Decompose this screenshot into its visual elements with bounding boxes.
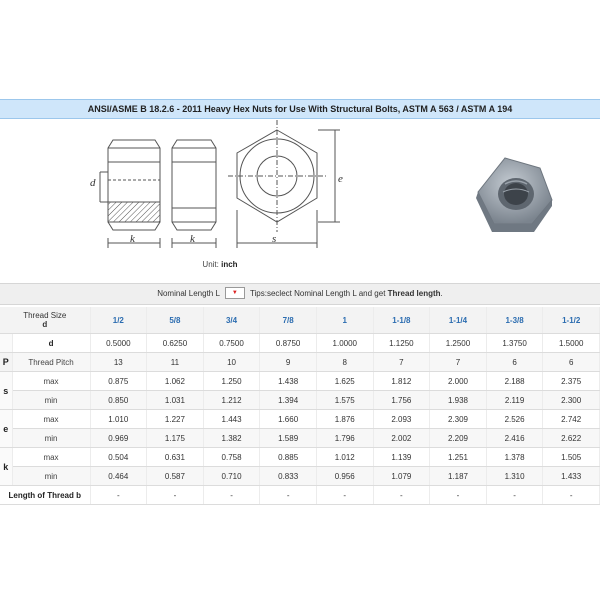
page-title: ANSI/ASME B 18.2.6 - 2011 Heavy Hex Nuts for Use With Structural Bolts, ASTM A 563 / ASTM A 194 [0, 99, 600, 119]
table-cell: 10 [203, 353, 260, 372]
size-header: 1 [316, 307, 373, 334]
tip-text: Tips:seclect Nominal Length L and get [249, 289, 386, 298]
table-cell: 0.875 [90, 372, 147, 391]
table-cell: - [147, 486, 204, 505]
table-cell: 1.433 [543, 467, 600, 486]
table-cell: 2.526 [486, 410, 543, 429]
table-cell: 1.438 [260, 372, 317, 391]
table-cell: 0.464 [90, 467, 147, 486]
row-symbol: s [0, 372, 12, 410]
size-header: 1-1/8 [373, 307, 430, 334]
table-cell: 2.309 [430, 410, 487, 429]
row-symbol [0, 334, 12, 353]
table-cell: 2.188 [486, 372, 543, 391]
dim-label-k-side: k [190, 233, 195, 245]
table-cell: 2.300 [543, 391, 600, 410]
table-cell: 1.0000 [316, 334, 373, 353]
size-header: 1-1/4 [430, 307, 487, 334]
table-row [0, 334, 600, 353]
table-cell: 0.5000 [90, 334, 147, 353]
table-cell: 7 [373, 353, 430, 372]
table-cell: 0.956 [316, 467, 373, 486]
row-symbol: e [0, 410, 12, 448]
nominal-length-label: Nominal Length L [157, 289, 220, 298]
table-row [0, 448, 600, 467]
table-cell: 11 [147, 353, 204, 372]
table-cell: 0.504 [90, 448, 147, 467]
table-cell: - [260, 486, 317, 505]
table-cell: 2.002 [373, 429, 430, 448]
table-row-thread-length [0, 486, 600, 505]
table-cell: 0.850 [90, 391, 147, 410]
table-cell: 1.938 [430, 391, 487, 410]
header-sublabel: d [42, 320, 48, 329]
table-row [0, 467, 600, 486]
dim-label-d: d [90, 177, 96, 189]
table-cell: 0.7500 [203, 334, 260, 353]
row-label: min [12, 467, 90, 486]
row-label: max [12, 372, 90, 391]
table-cell: 1.010 [90, 410, 147, 429]
table-cell: 1.227 [147, 410, 204, 429]
table-cell: 2.119 [486, 391, 543, 410]
table-cell: 1.812 [373, 372, 430, 391]
table-cell: 8 [316, 353, 373, 372]
size-header: 1/2 [90, 307, 147, 334]
dim-label-s: s [272, 233, 277, 245]
size-header: 7/8 [260, 307, 317, 334]
table-cell: 6 [543, 353, 600, 372]
table-cell: 0.833 [260, 467, 317, 486]
header-label: Thread Size [23, 311, 67, 320]
table-cell: 1.5000 [543, 334, 600, 353]
table-cell: 1.2500 [430, 334, 487, 353]
table-cell: - [543, 486, 600, 505]
front-view [228, 120, 340, 248]
table-row [0, 372, 600, 391]
table-cell: - [316, 486, 373, 505]
chevron-down-icon: ▼ [231, 289, 238, 296]
table-cell: 1.796 [316, 429, 373, 448]
table-cell: 1.1250 [373, 334, 430, 353]
table-cell: 1.756 [373, 391, 430, 410]
row-label: d [12, 334, 90, 353]
unit-value: inch [221, 260, 238, 269]
size-header: 3/4 [203, 307, 260, 334]
table-cell: 1.031 [147, 391, 204, 410]
table-cell: 1.505 [543, 448, 600, 467]
table-cell: 2.209 [430, 429, 487, 448]
table-cell: 1.575 [316, 391, 373, 410]
table-cell: 0.631 [147, 448, 204, 467]
row-label: Thread Pitch [12, 353, 90, 372]
size-header: 1-1/2 [543, 307, 600, 334]
thread-size-header [0, 307, 90, 334]
table-cell: 0.969 [90, 429, 147, 448]
table-cell: 7 [430, 353, 487, 372]
table-row [0, 391, 600, 410]
table-row [0, 410, 600, 429]
table-cell: 13 [90, 353, 147, 372]
size-header: 1-3/8 [486, 307, 543, 334]
table-cell: 1.139 [373, 448, 430, 467]
table-cell: 1.012 [316, 448, 373, 467]
table-cell: 9 [260, 353, 317, 372]
tip-bold: Thread length [387, 289, 441, 298]
table-cell: 0.587 [147, 467, 204, 486]
table-cell: 0.885 [260, 448, 317, 467]
row-symbol: k [0, 448, 12, 486]
table-cell: 1.187 [430, 467, 487, 486]
table-cell: 1.310 [486, 467, 543, 486]
row-label: max [12, 410, 90, 429]
table-cell: 1.394 [260, 391, 317, 410]
nominal-length-select[interactable] [225, 287, 245, 299]
size-header: 5/8 [147, 307, 204, 334]
section-view [100, 140, 160, 248]
table-cell: 1.3750 [486, 334, 543, 353]
row-label: max [12, 448, 90, 467]
table-cell: 0.8750 [260, 334, 317, 353]
row-symbol: P [0, 353, 12, 372]
table-cell: 6 [486, 353, 543, 372]
table-cell: 2.000 [430, 372, 487, 391]
table-cell: 0.710 [203, 467, 260, 486]
table-cell: 1.079 [373, 467, 430, 486]
hex-nut-photo [476, 158, 552, 232]
table-cell: - [486, 486, 543, 505]
table-cell: 1.443 [203, 410, 260, 429]
dim-label-k-section: k [130, 233, 135, 245]
table-cell: 1.589 [260, 429, 317, 448]
table-cell: 1.378 [486, 448, 543, 467]
table-cell: 1.175 [147, 429, 204, 448]
table-cell: 2.093 [373, 410, 430, 429]
row-label: Length of Thread b [0, 486, 90, 505]
table-cell: - [203, 486, 260, 505]
row-label: min [12, 429, 90, 448]
table-row [0, 353, 600, 372]
table-cell: 1.625 [316, 372, 373, 391]
table-cell: 1.212 [203, 391, 260, 410]
table-cell: 1.382 [203, 429, 260, 448]
table-cell: 2.622 [543, 429, 600, 448]
table-cell: 2.742 [543, 410, 600, 429]
table-cell: 1.250 [203, 372, 260, 391]
dim-label-e: e [338, 173, 343, 185]
table-cell: 1.660 [260, 410, 317, 429]
table-cell: 0.6250 [147, 334, 204, 353]
spec-table [0, 307, 600, 505]
table-cell: - [373, 486, 430, 505]
unit-label: Unit: inch [202, 260, 238, 269]
table-cell: 1.876 [316, 410, 373, 429]
row-label: min [12, 391, 90, 410]
table-cell: 1.062 [147, 372, 204, 391]
hex-nut-drawing [0, 120, 600, 280]
table-cell: 2.416 [486, 429, 543, 448]
table-cell: - [90, 486, 147, 505]
table-cell: 2.375 [543, 372, 600, 391]
table-cell: 0.758 [203, 448, 260, 467]
table-cell: 1.251 [430, 448, 487, 467]
table-cell: - [430, 486, 487, 505]
table-row [0, 429, 600, 448]
side-view [172, 140, 216, 248]
table-header-row [0, 307, 600, 334]
nominal-length-bar: Nominal Length L ▼ Tips:seclect Nominal Length L and get Thread length. [0, 283, 600, 305]
